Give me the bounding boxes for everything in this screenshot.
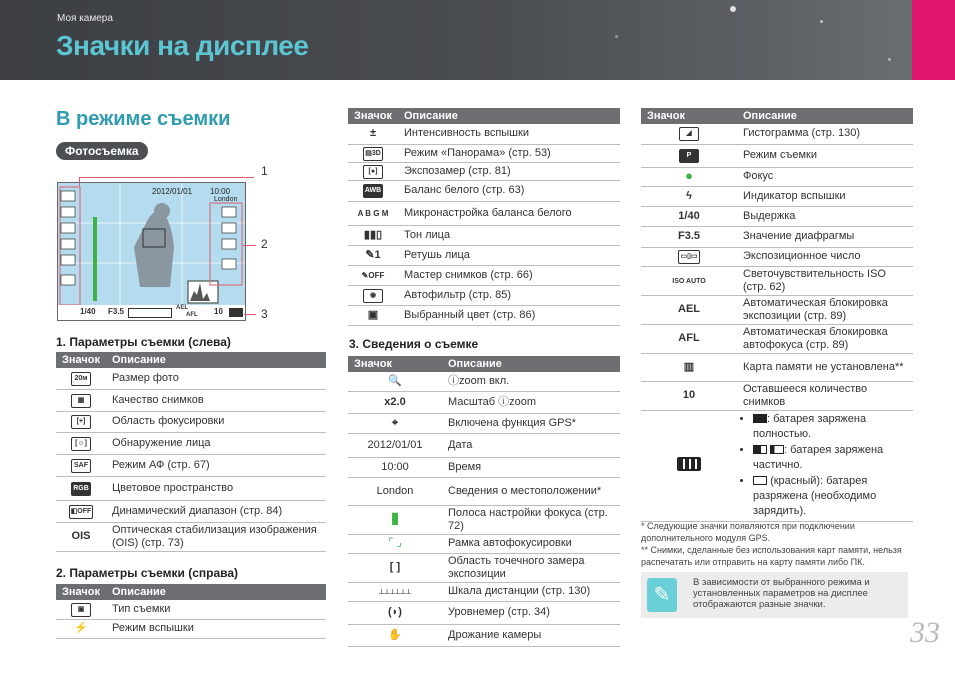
wb-micro-adjust-icon: A B G M: [357, 208, 389, 218]
table-cell: Автоматическая блокировка автофокуса (стр. 89): [737, 324, 913, 353]
status-shots: 10: [214, 307, 223, 316]
col-header-desc: Описание: [398, 108, 620, 124]
note-box: [641, 572, 908, 618]
sparkle-decoration: [888, 58, 891, 61]
callout-line: [244, 314, 256, 315]
image-quality-icon: ▦: [71, 394, 91, 408]
table-cell: Ретушь лица: [398, 245, 620, 265]
battery-full-icon: [753, 414, 767, 423]
table-cell: Сведения о местоположении*: [442, 477, 620, 505]
ael-icon: AEL: [678, 303, 700, 315]
col-header-icon: Значок: [56, 352, 106, 368]
table-cell: Качество снимков: [106, 389, 326, 411]
spot-area-icon: [ ]: [389, 561, 401, 573]
callout-line: [79, 177, 80, 186]
battery-half-icon: [753, 445, 767, 454]
breadcrumb: Моя камера: [57, 13, 113, 24]
selected-color-icon: ▣: [367, 308, 379, 321]
table-cell: Выдержка: [737, 206, 913, 226]
table-cell: Шкала дистанции (стр. 130): [442, 582, 620, 601]
screen-location: London: [214, 196, 238, 203]
table-cell: Гистограмма (стр. 130): [737, 124, 913, 144]
note-text: В зависимости от выбранного режима и установленных параметров на дисплее отображаются разные значки.: [693, 577, 870, 610]
distance-scale-icon: ⟂⟂⟂⟂⟂⟂: [378, 587, 411, 596]
info-table-title: 3. Сведения о съемке: [349, 337, 479, 351]
table-cell: Масштаб ⓘzoom: [442, 391, 620, 413]
izoom-icon: 🔍: [388, 374, 402, 387]
right-info-table: [641, 108, 913, 522]
right-params-title: 2. Параметры съемки (справа): [56, 566, 239, 580]
face-retouch-icon: ✎1: [365, 248, 381, 261]
af-mode-icon: SAF: [71, 459, 91, 473]
gps-icon: ⌖: [391, 416, 399, 429]
flash-indicator-icon: ϟ: [686, 189, 692, 202]
table-cell: Время: [442, 457, 620, 477]
photo-size-icon: 20м: [71, 372, 91, 386]
pencil-icon: ✎: [647, 578, 677, 612]
shooting-mode-icon: P: [679, 149, 699, 163]
focus-bar: [93, 217, 97, 301]
callout-1: 1: [261, 164, 268, 178]
color-space-icon: RGB: [71, 482, 91, 496]
exposure-icon: ▭▯▭: [678, 250, 699, 264]
footnote-card: ** Снимки, сделанные без использования карт памяти, нельзя распечатать или отправить на карту памяти либо ПК.: [641, 545, 902, 567]
table-cell: Фокус: [737, 167, 913, 186]
table-cell: Режим АФ (стр. 67): [106, 454, 326, 476]
flash-mode-icon: ⚡: [74, 622, 88, 634]
sparkle-decoration: [820, 20, 823, 23]
table-cell: Мастер снимков (стр. 66): [398, 265, 620, 285]
table-cell: Дрожание камеры: [442, 624, 620, 646]
table-cell: Экспозамер (стр. 81): [398, 162, 620, 180]
focus-area-icon: [+]: [71, 415, 91, 429]
mid-params-table: [348, 108, 620, 326]
table-cell: Автофильтр (стр. 85): [398, 285, 620, 305]
callout-2: 2: [261, 237, 268, 251]
sparkle-decoration: [730, 6, 736, 12]
battery-full-icon: [677, 457, 701, 471]
camera-shake-icon: ✋: [388, 628, 402, 641]
battery-low-icon: [770, 445, 784, 454]
callout-line: [79, 177, 254, 178]
date-icon: 2012/01/01: [367, 438, 423, 451]
focus-icon: ●: [685, 168, 693, 183]
mode-pill: Фотосъемка: [56, 142, 148, 160]
table-cell: Режим вспышки: [106, 619, 326, 638]
table-cell: Область фокусировки: [106, 411, 326, 432]
callout-line: [243, 245, 256, 246]
aperture-icon: F3.5: [677, 230, 700, 242]
histogram-icon: ◢: [679, 127, 699, 141]
table-cell: Оптическая стабилизация изображения (OIS) (стр. 73): [106, 522, 326, 551]
list-item: • : батарея заряжена полностью.: [753, 412, 907, 442]
dynamic-range-icon: ◧OFF: [69, 505, 94, 519]
face-detection-icon: [☺]: [71, 437, 91, 451]
table-cell: Светочувствительность ISO (стр. 62): [737, 266, 913, 295]
panorama-mode-icon: ▤3D: [363, 147, 383, 161]
table-cell: Микронастройка баланса белого: [398, 201, 620, 225]
flash-intensity-icon: ±: [369, 127, 377, 140]
col-header-icon: Значок: [348, 356, 442, 372]
section-title: В режиме съемки: [56, 108, 231, 130]
footnote-gps: * Следующие значки появляются при подключении дополнительного модуля GPS.: [641, 521, 855, 543]
screen-date: 2012/01/01: [152, 187, 193, 196]
table-cell: Динамический диапазон (стр. 84): [106, 500, 326, 522]
table-cell: Режим «Панорама» (стр. 53): [398, 144, 620, 162]
table-cell: Полоса настройки фокуса (стр. 72): [442, 505, 620, 534]
table-cell: Размер фото: [106, 368, 326, 389]
info-table: [348, 356, 620, 647]
page-number: 33: [910, 616, 940, 649]
table-cell: Выбранный цвет (стр. 86): [398, 305, 620, 325]
exposure-scale-icon: [128, 308, 172, 318]
table-cell: Уровнемер (стр. 34): [442, 601, 620, 624]
shooting-type-icon: ▣: [71, 603, 91, 617]
list-item: • (красный): батарея разряжена (необходимо зарядить).: [753, 474, 907, 519]
col-header-desc: Описание: [442, 356, 620, 372]
status-shutter: 1/40: [80, 307, 96, 316]
metering-icon: [●]: [363, 165, 383, 179]
smart-filter-icon: ✎OFF: [361, 270, 385, 280]
table-cell: Область точечного замера экспозиции: [442, 553, 620, 582]
table-cell: Индикатор вспышки: [737, 186, 913, 206]
col-header-icon: Значок: [56, 584, 106, 600]
afl-icon: AFL: [678, 332, 700, 344]
focus-bar-icon: ▮: [390, 510, 400, 527]
left-table-title: 1. Параметры съемки (слева): [56, 335, 231, 349]
table-cell: Тип съемки: [106, 600, 326, 619]
list-item: • : батарея заряжена частично.: [753, 443, 907, 473]
page-header: [0, 0, 912, 80]
page-title: Значки на дисплее: [56, 30, 309, 61]
table-cell: Автоматическая блокировка экспозиции (стр. 89): [737, 295, 913, 324]
battery-empty-icon: [753, 476, 767, 485]
white-balance-icon: AWB: [363, 184, 383, 198]
left-params-table: [56, 352, 326, 552]
table-cell: Значение диафрагмы: [737, 226, 913, 247]
ois-icon: OIS: [71, 530, 91, 542]
screen-time: 10:00: [210, 187, 231, 196]
no-card-icon: ▥: [683, 360, 695, 373]
accent-tab: [912, 0, 955, 80]
shots-remaining-icon: 10: [682, 389, 696, 401]
location-icon: London: [376, 484, 414, 497]
table-cell: Дата: [442, 433, 620, 457]
table-cell: Включена функция GPS*: [442, 413, 620, 433]
shutter-speed-icon: 1/40: [678, 209, 700, 222]
table-cell: ⓘzoom вкл.: [442, 372, 620, 391]
table-cell: Обнаружение лица: [106, 432, 326, 454]
table-cell: Баланс белого (стр. 63): [398, 180, 620, 201]
iso-icon: ISO AUTO: [672, 277, 706, 285]
col-header-desc: Описание: [106, 352, 326, 368]
table-cell: Карта памяти не установлена**: [737, 353, 913, 381]
level-icon: (◗): [388, 606, 402, 618]
table-cell: Цветовое пространство: [106, 476, 326, 500]
battery-list: [743, 412, 907, 519]
status-ael: AEL: [176, 305, 188, 311]
table-cell: Рамка автофокусировки: [442, 534, 620, 553]
battery-cell: [737, 410, 913, 521]
callout-3: 3: [261, 307, 268, 321]
table-cell: Экспозиционное число: [737, 247, 913, 266]
table-cell: Тон лица: [398, 225, 620, 245]
table-cell: Режим съемки: [737, 144, 913, 167]
col-header-icon: Значок: [348, 108, 398, 124]
face-tone-icon: ▮▮▯: [363, 228, 383, 241]
status-aperture: F3.5: [108, 307, 125, 316]
col-header-desc: Описание: [106, 584, 326, 600]
right-params-table: [56, 584, 326, 639]
battery-icon: [229, 308, 243, 317]
col-header-icon: Значок: [641, 108, 737, 124]
col-header-desc: Описание: [737, 108, 913, 124]
sparkle-decoration: [615, 35, 618, 38]
camera-screen-preview: [57, 182, 246, 306]
af-frame-icon: ⌜ ⌟: [388, 537, 402, 549]
table-cell: Оставшееся количество снимков: [737, 381, 913, 410]
time-icon: 10:00: [381, 460, 409, 473]
camera-status-bar: [57, 305, 246, 321]
zoom-scale-icon: x2.0: [384, 395, 406, 408]
status-afl: AFL: [186, 312, 198, 318]
table-cell: Интенсивность вспышки: [398, 124, 620, 144]
auto-filter-icon: ◉: [363, 289, 383, 303]
